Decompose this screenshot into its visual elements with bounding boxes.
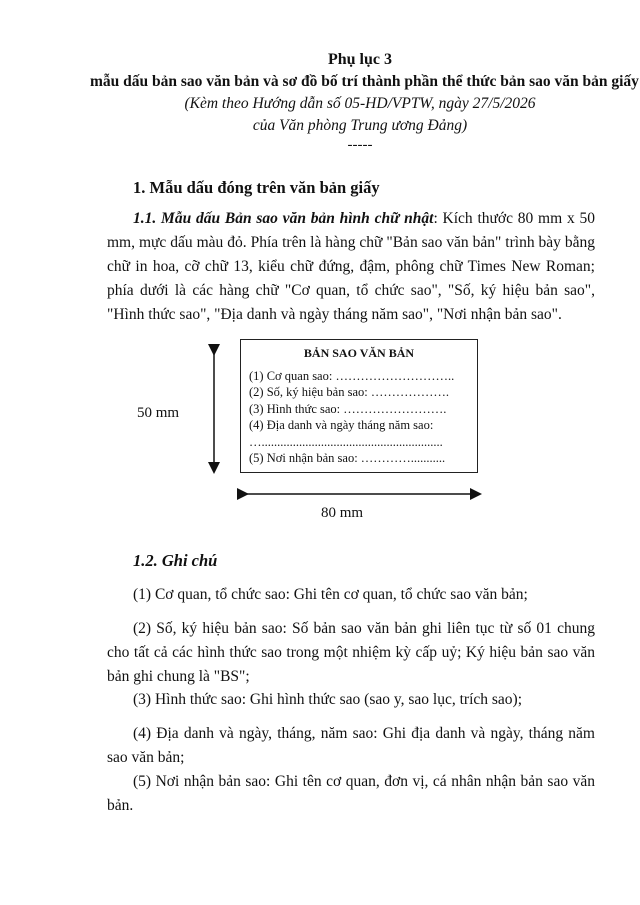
reference-line-1: (Kèm theo Hướng dẫn số 05-HD/VPTW, ngày 27/5/2026	[184, 95, 536, 112]
stamp-line-recipient: (5) Nơi nhận bản sao: …………...........	[249, 451, 446, 465]
stamp-line-place-date-dots: …..........................................................	[249, 434, 443, 449]
section-1-1-lead: 1.1. Mẫu dấu Bản sao văn bản hình chữ nhật	[133, 210, 434, 227]
stamp-line-place-date: (4) Địa danh và ngày tháng năm sao:	[249, 418, 434, 432]
reference-line-2: của Văn phòng Trung ương Đảng)	[252, 117, 468, 134]
stamp-title: BẢN SAO VĂN BẢN	[303, 346, 415, 360]
section-1-1-body: : Kích thước 80 mm x 50 mm, mực dấu màu đỏ. Phía trên là hàng chữ "Bản sao văn bản" trình bày bằng chữ in hoa, cỡ chữ 13, kiểu chữ đứng, đậm, phông chữ Times New Roman; phía dưới là các hàng chữ "Cơ quan, tổ chức sao", "Số, ký hiệu bản sao", "Hình thức sao", "Địa danh và ngày tháng năm sao", "Nơi nhận bản sao".	[107, 210, 595, 323]
width-label: 80 mm	[321, 505, 364, 521]
stamp-line-copy-form: (3) Hình thức sao: …………………….	[249, 401, 447, 416]
height-label: 50 mm	[137, 405, 180, 421]
stamp-line-copy-number: (2) Số, ký hiệu bản sao: ……………….	[249, 385, 449, 399]
header-separator: -----	[347, 137, 373, 153]
copy-stamp-sample	[240, 339, 478, 473]
section-1-heading: 1. Mẫu dấu đóng trên văn bản giấy	[133, 178, 380, 197]
note-4: (4) Địa danh và ngày, tháng, năm sao: Ghi địa danh và ngày, tháng năm sao văn bản;	[107, 725, 595, 766]
stamp-line-copying-agency: (1) Cơ quan sao: ………………………..	[249, 368, 455, 383]
appendix-title: Phụ lục 3	[327, 51, 392, 68]
section-1-2-heading: 1.2. Ghi chú	[133, 551, 218, 570]
note-1: (1) Cơ quan, tổ chức sao: Ghi tên cơ quan, tổ chức sao văn bản;	[133, 586, 528, 603]
note-5: (5) Nơi nhận bản sao: Ghi tên cơ quan, đơn vị, cá nhân nhận bản sao văn bản.	[107, 773, 595, 814]
appendix-subtitle: mẫu dấu bản sao văn bản và sơ đồ bố trí thành phần thể thức bản sao văn bản giấy	[90, 73, 639, 90]
note-2: (2) Số, ký hiệu bản sao: Số bản sao văn bản ghi liên tục từ số 01 chung cho tất cả các hình thức sao trong một nhiệm kỳ cấp uỷ; Ký hiệu bản sao văn bản ghi chung là "BS";	[107, 620, 595, 685]
note-3: (3) Hình thức sao: Ghi hình thức sao (sao y, sao lục, trích sao);	[133, 691, 523, 708]
